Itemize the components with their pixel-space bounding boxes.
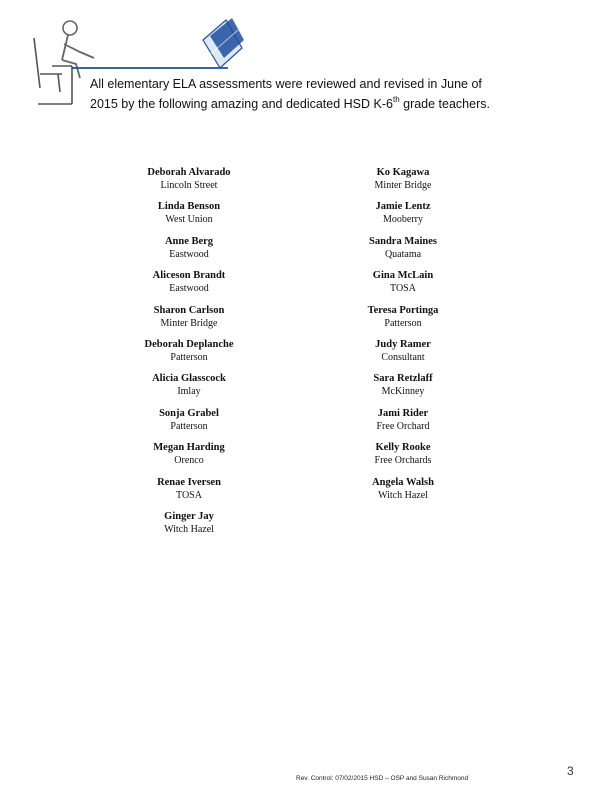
- teacher-entry: [99, 200, 279, 234]
- teacher-name: Teresa Portinga: [367, 304, 439, 316]
- teacher-school: Eastwood: [169, 248, 209, 260]
- teacher-school: Free Orchard: [376, 420, 430, 432]
- teacher-list-left: [99, 166, 279, 544]
- teacher-entry: [99, 269, 279, 303]
- teacher-name: Ginger Jay: [164, 510, 214, 522]
- teacher-list-right: [313, 166, 493, 510]
- teacher-entry: [313, 476, 493, 510]
- teacher-school: Patterson: [170, 351, 208, 363]
- page-number: 3: [567, 764, 574, 778]
- teacher-school: Quatama: [384, 248, 422, 260]
- teacher-entry: [99, 372, 279, 406]
- teacher-entry: [313, 166, 493, 200]
- teacher-entry: [313, 441, 493, 475]
- teacher-name: Sharon Carlson: [153, 304, 225, 316]
- teacher-school: Eastwood: [169, 283, 209, 295]
- teacher-school: Orenco: [174, 455, 204, 467]
- teacher-entry: [99, 338, 279, 372]
- teacher-name: Angela Walsh: [372, 476, 434, 488]
- teacher-school: Minter Bridge: [160, 317, 218, 329]
- teacher-school: Imlay: [177, 386, 201, 398]
- teacher-entry: [99, 235, 279, 269]
- teacher-entry: [313, 338, 493, 372]
- teacher-school: Minter Bridge: [374, 180, 432, 191]
- teacher-name: Deborah Deplanche: [144, 338, 234, 350]
- revision-footer: Rev. Control: 07/02/2015 HSD – OSP and Susan Richmond: [296, 775, 469, 782]
- teacher-entry: [99, 304, 279, 338]
- teacher-school: Mooberry: [383, 214, 423, 226]
- teacher-entry: [99, 166, 279, 200]
- teacher-school: Lincoln Street: [160, 180, 218, 191]
- teacher-name: Renae Iversen: [157, 476, 221, 488]
- teacher-entry: [313, 304, 493, 338]
- teacher-entry: [99, 476, 279, 510]
- teacher-name: Megan Harding: [153, 442, 225, 454]
- teacher-school: TOSA: [176, 489, 202, 501]
- teacher-name: Judy Ramer: [375, 338, 431, 350]
- intro-paragraph: [90, 74, 510, 114]
- teacher-school: Witch Hazel: [378, 489, 428, 501]
- teacher-school: McKinney: [381, 386, 425, 398]
- teacher-school: Witch Hazel: [164, 523, 214, 535]
- intro-text-end: grade teachers.: [399, 97, 490, 111]
- teacher-name: Jamie Lentz: [375, 201, 431, 213]
- intro-text: All elementary ELA assessments were reviewed and revised in June of 2015 by the following amazing and dedicated HSD K-6: [90, 77, 482, 111]
- teacher-name: Sandra Maines: [369, 235, 437, 247]
- teacher-name: Linda Benson: [157, 201, 221, 213]
- intro-superscript: th: [392, 95, 400, 104]
- teacher-entry: [313, 269, 493, 303]
- teacher-entry: [313, 200, 493, 234]
- teacher-name: Deborah Alvarado: [147, 167, 231, 178]
- teacher-school: TOSA: [390, 283, 416, 295]
- teacher-school: Free Orchards: [374, 455, 432, 467]
- teacher-school: Consultant: [381, 351, 425, 363]
- teacher-name: Sonja Grabel: [159, 407, 219, 419]
- teacher-name: Gina McLain: [372, 270, 434, 282]
- teacher-name: Jami Rider: [377, 407, 429, 419]
- teacher-name: Aliceson Brandt: [152, 270, 226, 282]
- teacher-name: Sara Retzlaff: [373, 373, 433, 385]
- teacher-school: West Union: [165, 214, 213, 226]
- teacher-name: Alicia Glasscock: [152, 373, 226, 385]
- teacher-entry: [99, 407, 279, 441]
- teacher-name: Anne Berg: [164, 235, 214, 247]
- teacher-entry: [313, 407, 493, 441]
- teacher-name: Kelly Rooke: [375, 442, 431, 454]
- teacher-entry: [99, 441, 279, 475]
- teacher-entry: [313, 372, 493, 406]
- teacher-entry: [99, 510, 279, 544]
- teacher-name: Ko Kagawa: [376, 167, 430, 178]
- teacher-school: Patterson: [384, 317, 422, 329]
- teacher-school: Patterson: [170, 420, 208, 432]
- teacher-entry: [313, 235, 493, 269]
